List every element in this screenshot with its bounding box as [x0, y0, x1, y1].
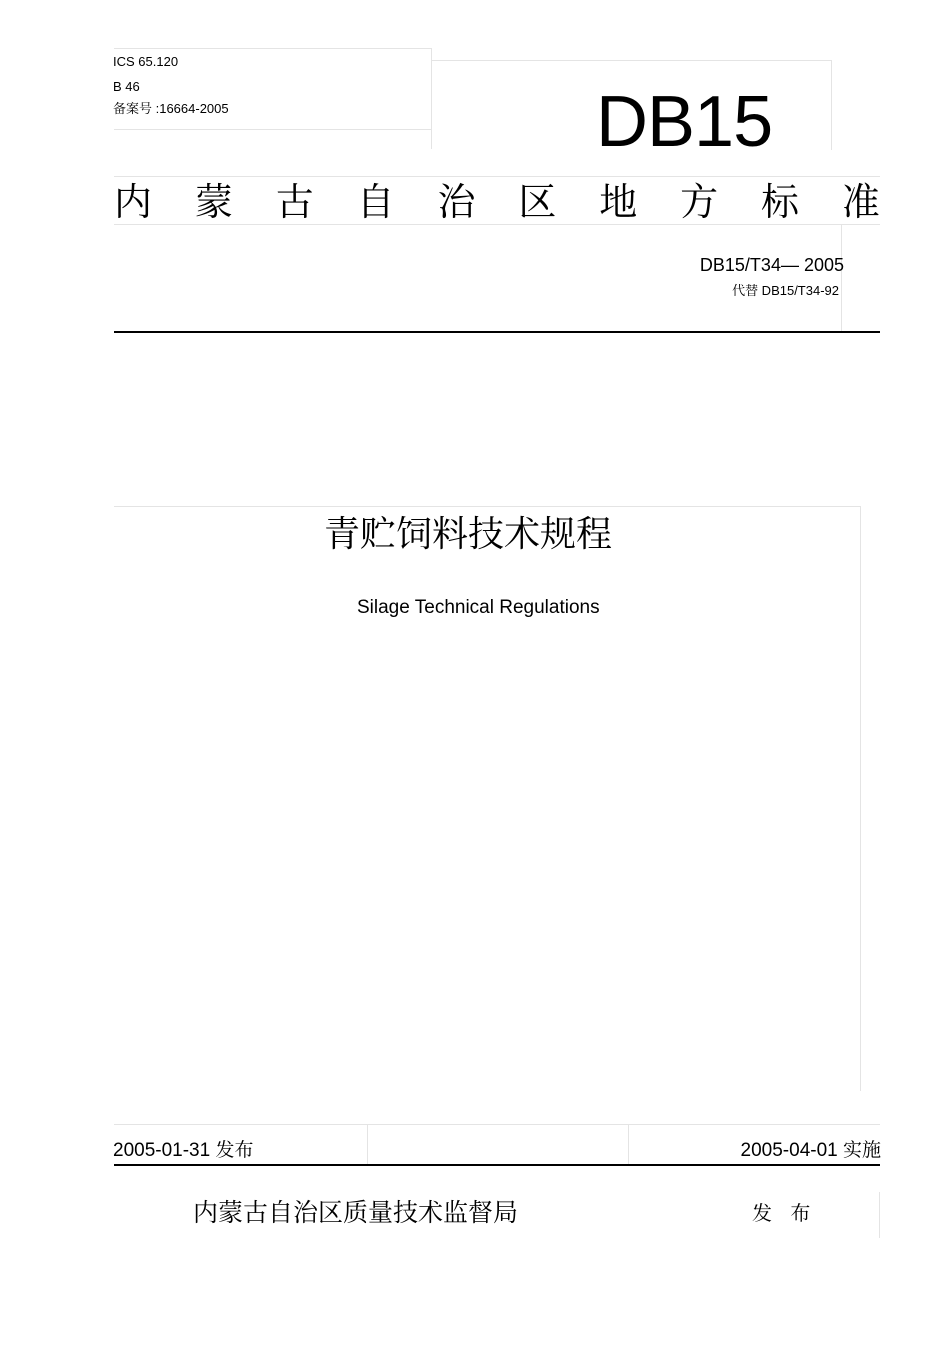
mark-box-top-line [432, 60, 832, 61]
title-band-bottom-line [114, 224, 880, 225]
mark-box-right-line [831, 60, 832, 150]
title-box-top-line [114, 506, 861, 507]
footer-rule [114, 1164, 880, 1166]
standard-type-title [114, 180, 880, 224]
db-mark: DB15 [596, 82, 773, 162]
implementation-date: 2005-04-01 实施 [740, 1140, 881, 1161]
issuing-authority: 内蒙古自治区质量技术监督局 [193, 1198, 519, 1227]
ics-code: ICS 65.120 [113, 54, 179, 69]
issue-label: 发 布 [752, 1201, 817, 1225]
date-divider-right [628, 1124, 629, 1164]
standard-type-char: 自 [356, 180, 395, 224]
standard-type-char: 治 [437, 180, 476, 224]
issue-date: 2005-01-31 发布 [113, 1140, 254, 1161]
number-box-left-line [841, 224, 842, 332]
header-box-bottom-line [114, 129, 432, 130]
header-rule [114, 331, 880, 333]
replaces-number: 代替 DB15/T34-92 [732, 283, 839, 298]
issuer-box-right-line [879, 1192, 880, 1238]
standard-type-char: 标 [761, 180, 800, 224]
ccs-code: B 46 [113, 79, 140, 94]
title-box-right-line [860, 506, 861, 1091]
standard-type-char: 内 [114, 180, 153, 224]
header-box-right-line [431, 48, 432, 149]
standard-type-char: 方 [680, 180, 719, 224]
standard-type-char: 准 [841, 180, 880, 224]
standard-type-char: 古 [275, 180, 314, 224]
title-band-top-line [114, 176, 880, 177]
english-title: Silage Technical Regulations [357, 597, 600, 618]
standard-type-char: 地 [599, 180, 638, 224]
standard-type-char: 蒙 [194, 180, 233, 224]
date-divider-left [367, 1124, 368, 1164]
date-row-top-line [114, 1124, 880, 1125]
standard-type-char: 区 [518, 180, 557, 224]
record-number: 备案号 :16664-2005 [113, 101, 229, 116]
standard-number: DB15/T34— 2005 [699, 255, 844, 275]
header-box-top-line [114, 48, 432, 49]
chinese-title: 青贮饲料技术规程 [324, 514, 613, 555]
